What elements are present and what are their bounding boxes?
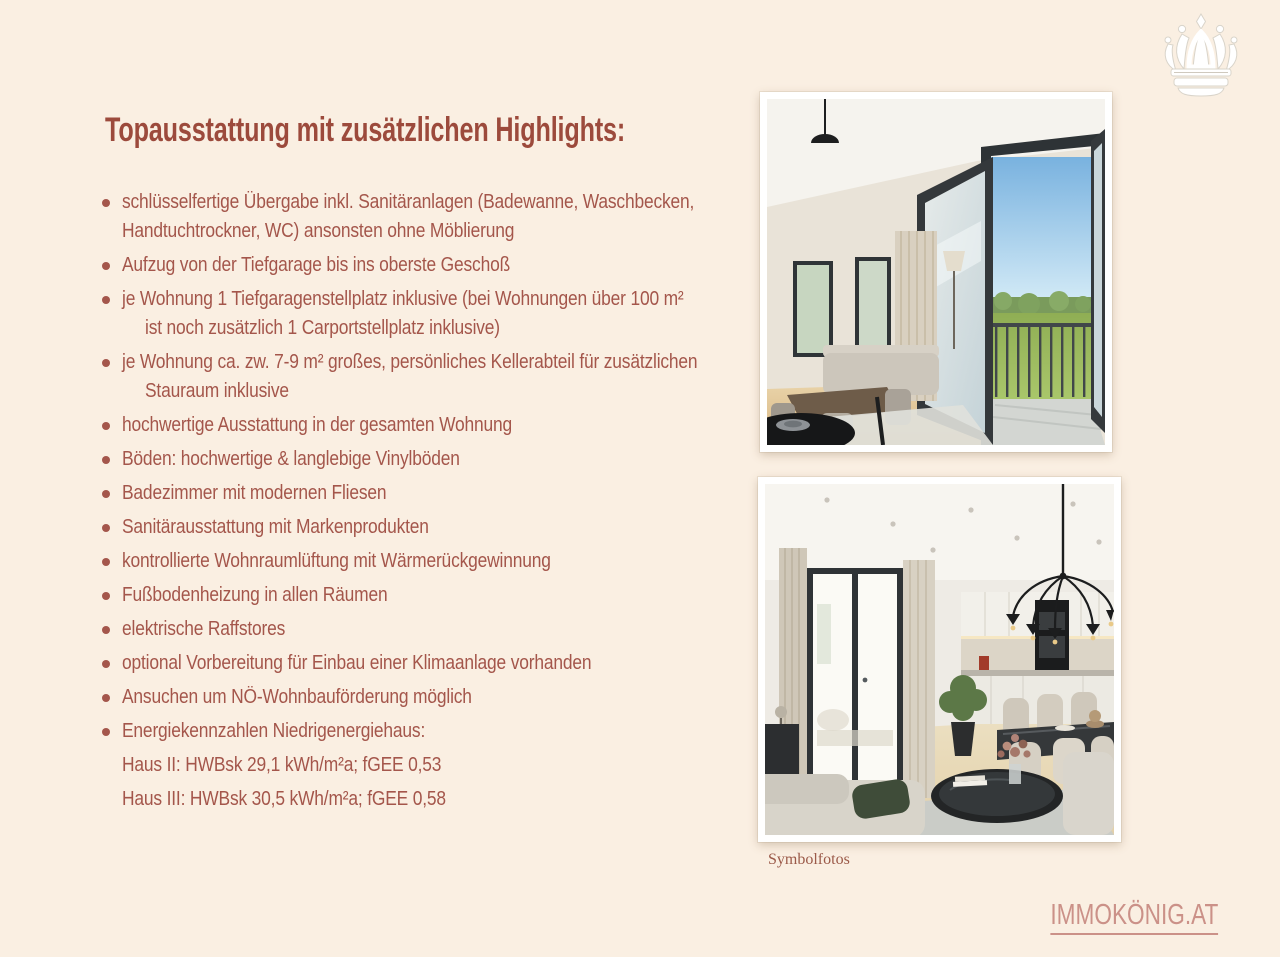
feature-text: Stauraum inklusive: [145, 380, 289, 402]
feature-line: [100, 615, 760, 644]
feature-line: [100, 314, 760, 343]
feature-text: Haus II: HWBsk 29,1 kWh/m²a; fGEE 0,53: [122, 754, 442, 776]
website-link[interactable]: IMMOKÖNIG.AT: [1050, 899, 1218, 935]
feature-text: Fußbodenheizung in allen Räumen: [122, 584, 388, 606]
feature-text: Badezimmer mit modernen Fliesen: [122, 482, 387, 504]
feature-text: Aufzug von der Tiefgarage bis ins oberste Geschoß: [122, 254, 511, 276]
feature-text: Energiekennzahlen Niedrigenergiehaus:: [122, 720, 426, 742]
page-title: Topausstattung mit zusätzlichen Highlights:: [105, 111, 626, 149]
bullet-icon: [102, 626, 110, 634]
feature-text: je Wohnung ca. zw. 7-9 m² großes, persönliches Kellerabteil für zusätzlichen: [122, 351, 698, 373]
feature-text: kontrollierte Wohnraumlüftung mit Wärmerückgewinnung: [122, 550, 551, 572]
bullet-icon: [102, 296, 110, 304]
feature-line: [100, 717, 760, 746]
feature-text: Ansuchen um NÖ-Wohnbauförderung möglich: [122, 686, 472, 708]
photo-living-room-balcony: [760, 92, 1112, 452]
feature-line: [100, 377, 760, 406]
feature-text: ist noch zusätzlich 1 Carportstellplatz inklusive): [145, 317, 500, 339]
feature-line: [100, 581, 760, 610]
feature-line: [100, 285, 760, 314]
feature-text: je Wohnung 1 Tiefgaragenstellplatz inklusive (bei Wohnungen über 100 m²: [122, 288, 684, 310]
kitchen-scene: [765, 484, 1114, 835]
feature-line: [100, 649, 760, 678]
feature-line: [100, 411, 760, 440]
feature-line: [100, 251, 760, 280]
bullet-icon: [102, 359, 110, 367]
feature-text: hochwertige Ausstattung in der gesamten Wohnung: [122, 414, 513, 436]
crown-icon: [1157, 13, 1245, 97]
feature-line: [100, 348, 760, 377]
bullet-icon: [102, 199, 110, 207]
feature-line: [100, 188, 760, 217]
photos-caption: Symbolfotos: [768, 851, 850, 868]
feature-line: [100, 785, 760, 814]
bullet-icon: [102, 558, 110, 566]
feature-text: elektrische Raffstores: [122, 618, 286, 640]
feature-line: [100, 683, 760, 712]
feature-text: Böden: hochwertige & langlebige Vinylböden: [122, 448, 460, 470]
bullet-icon: [102, 728, 110, 736]
feature-text: Haus III: HWBsk 30,5 kWh/m²a; fGEE 0,58: [122, 788, 446, 810]
feature-text: Sanitärausstattung mit Markenprodukten: [122, 516, 429, 538]
photo-living-room-kitchen: [758, 477, 1121, 842]
bullet-icon: [102, 660, 110, 668]
bullet-icon: [102, 422, 110, 430]
feature-line: [100, 479, 760, 508]
features-list: [100, 188, 760, 814]
feature-line: [100, 445, 760, 474]
balcony-scene: [767, 99, 1105, 445]
bullet-icon: [102, 262, 110, 270]
bullet-icon: [102, 524, 110, 532]
feature-line: [100, 751, 760, 780]
bullet-icon: [102, 490, 110, 498]
feature-line: [100, 217, 760, 246]
feature-text: schlüsselfertige Übergabe inkl. Sanitäranlagen (Badewanne, Waschbecken,: [122, 191, 695, 213]
feature-text: Handtuchtrockner, WC) ansonsten ohne Möblierung: [122, 220, 515, 242]
bullet-icon: [102, 694, 110, 702]
feature-line: [100, 513, 760, 542]
feature-text: optional Vorbereitung für Einbau einer Klimaanlage vorhanden: [122, 652, 592, 674]
bullet-icon: [102, 456, 110, 464]
bullet-icon: [102, 592, 110, 600]
feature-line: [100, 547, 760, 576]
